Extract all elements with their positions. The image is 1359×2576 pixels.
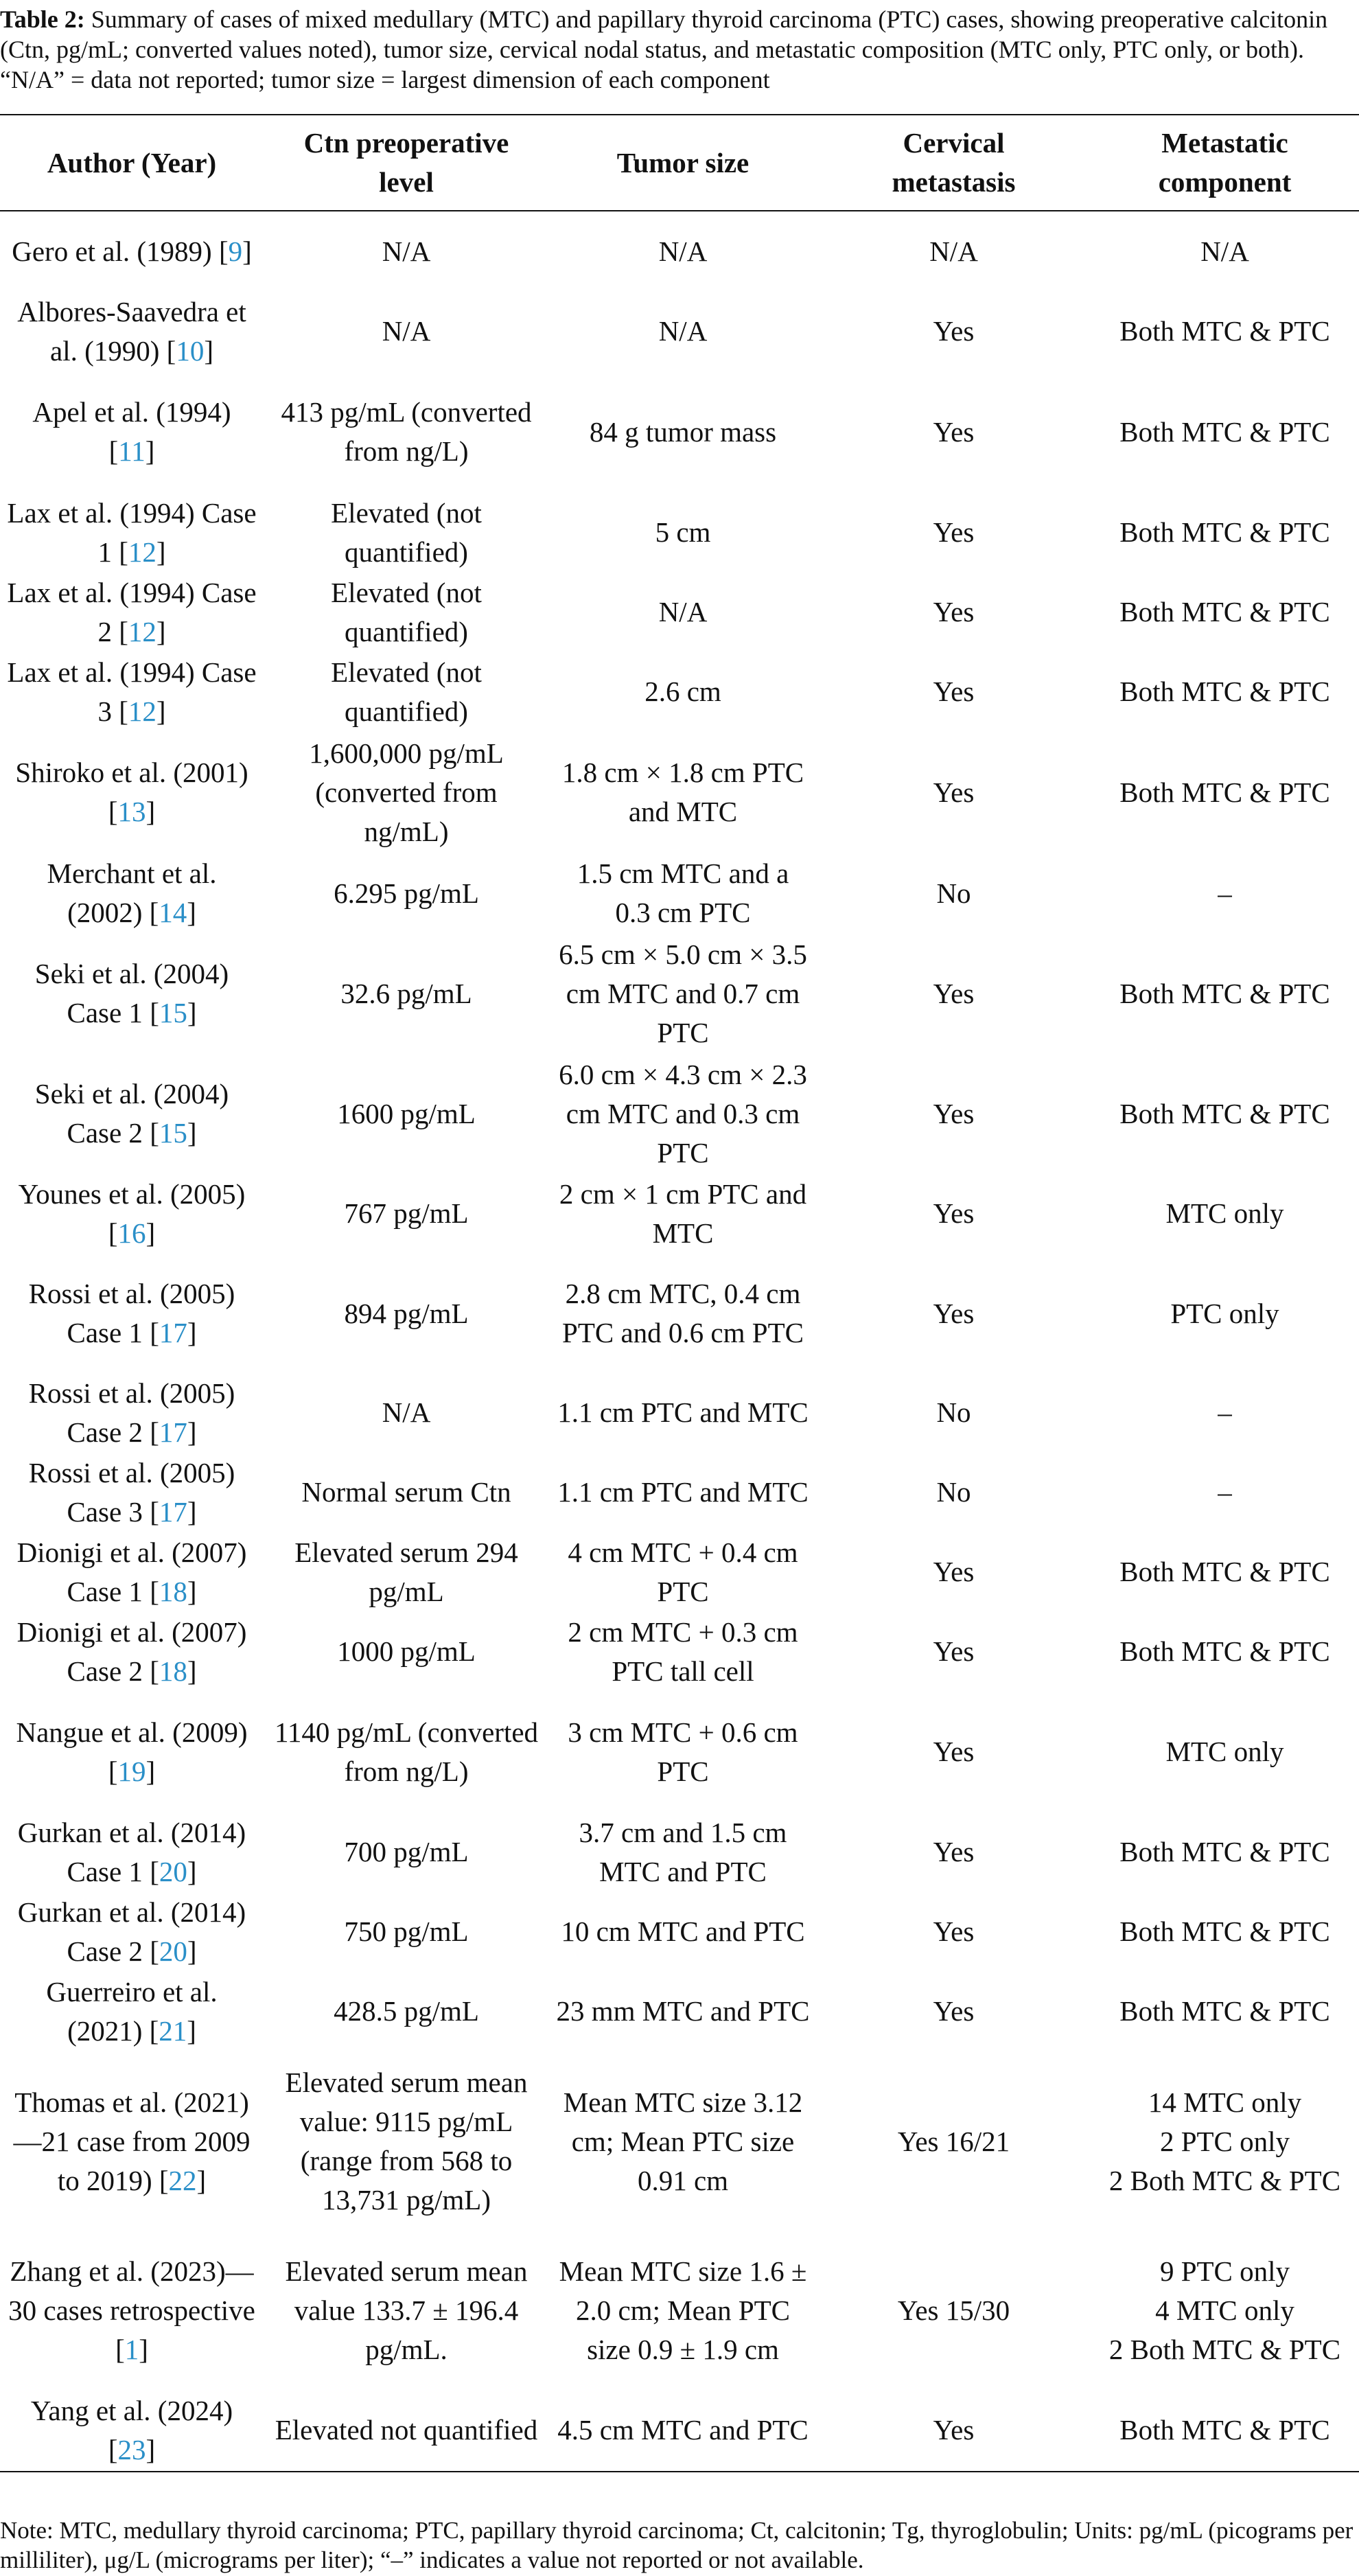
cell-ctn-level: Elevated serum 294 pg/mL: [294, 1536, 518, 1607]
table-row: [0, 211, 1359, 292]
table-row: [0, 652, 1359, 731]
cell-cervical-metastasis: Yes: [933, 596, 975, 628]
cell-tumor-size: Mean MTC size 1.6 ± 2.0 cm; Mean PTC size 0.9 ± 1.9 cm: [559, 2255, 807, 2365]
cell-author: Younes et al. (2005) [16]: [18, 1177, 246, 1249]
table-row: [0, 1892, 1359, 1971]
cell-metastatic-component: PTC only: [1170, 1297, 1279, 1329]
reference-link[interactable]: 12: [128, 536, 156, 568]
cell-cervical-metastasis: N/A: [929, 235, 978, 267]
cell-cervical-metastasis: No: [936, 877, 971, 909]
cell-tumor-size: 1.5 cm MTC and a 0.3 cm PTC: [577, 858, 789, 928]
cell-author: Nangue et al. (2009) [19]: [16, 1716, 248, 1787]
cell-metastatic-component: Both MTC & PTC: [1119, 1556, 1330, 1587]
reference-link[interactable]: 1: [124, 2333, 139, 2365]
table-row: [0, 1532, 1359, 1611]
cell-cervical-metastasis: Yes 16/21: [897, 2125, 1010, 2157]
cell-tumor-size: 3.7 cm and 1.5 cm MTC and PTC: [579, 1816, 787, 1887]
author-text: Guerreiro et al. (2021): [46, 1975, 218, 2047]
reference-link[interactable]: 13: [117, 796, 146, 827]
table-row: [0, 1611, 1359, 1692]
reference-link[interactable]: 23: [117, 2433, 146, 2465]
table-row: [0, 1173, 1359, 1254]
reference-link[interactable]: 16: [117, 1217, 146, 1249]
cell-cervical-metastasis: Yes: [933, 315, 975, 347]
reference-link[interactable]: 18: [159, 1575, 187, 1607]
author-text: Yang et al. (2024): [30, 2394, 233, 2426]
cell-cervical-metastasis: Yes: [933, 1995, 975, 2027]
cell-cervical-metastasis: Yes: [933, 1916, 975, 1947]
cell-cervical-metastasis: Yes: [933, 1097, 975, 1129]
cell-metastatic-component: Both MTC & PTC: [1119, 315, 1330, 347]
reference-link[interactable]: 12: [128, 695, 156, 727]
author-text: Rossi et al. (2005) Case 3: [28, 1456, 235, 1528]
cell-author: Gero et al. (1989) [9]: [12, 235, 252, 267]
table-row: [0, 853, 1359, 933]
cell-author: Rossi et al. (2005) Case 3 [17]: [28, 1456, 235, 1528]
cell-author: Lax et al. (1994) Case 2 [12]: [7, 576, 257, 647]
cell-author: Apel et al. (1994) [11]: [32, 396, 231, 467]
table-row: [0, 2231, 1359, 2389]
table-row: [0, 2051, 1359, 2231]
cell-author: Thomas et al. (2021)—21 case from 2009 to 2019) [22]: [13, 2086, 251, 2196]
cell-tumor-size: 2.8 cm MTC, 0.4 cm PTC and 0.6 cm PTC: [562, 1278, 804, 1348]
cell-author: Yang et al. (2024) [23]: [0, 2389, 264, 2472]
cell-tumor-size: 6.0 cm × 4.3 cm × 2.3 cm MTC and 0.3 cm PTC: [559, 1058, 807, 1169]
cell-ctn-level: Elevated serum mean value 133.7 ± 196.4 pg/mL.: [285, 2255, 528, 2365]
cell-author: Seki et al. (2004) Case 1 [15]: [34, 958, 229, 1028]
reference-link[interactable]: 20: [159, 1855, 187, 1887]
reference-link[interactable]: 11: [118, 435, 146, 467]
author-text: Zhang et al. (2023)—30 cases retrospective: [8, 2255, 255, 2326]
cell-ctn-level: 894 pg/mL: [344, 1297, 469, 1329]
reference-link[interactable]: 15: [159, 997, 187, 1028]
cell-tumor-size: 4.5 cm MTC and PTC: [549, 2389, 817, 2472]
cell-metastatic-component: –: [1218, 1476, 1232, 1508]
author-text: Albores-Saavedra et al. (1990): [17, 295, 246, 367]
caption-label: Table 2:: [0, 5, 85, 33]
cell-cervical-metastasis: Yes: [933, 1836, 975, 1867]
table-caption: [0, 4, 1359, 95]
table-row: [0, 493, 1359, 572]
cell-author: Albores-Saavedra et al. (1990) [10]: [17, 295, 246, 367]
cell-metastatic-component: MTC only: [1165, 1736, 1284, 1767]
table-row: [0, 1971, 1359, 2051]
author-text: Apel et al. (1994): [32, 396, 231, 428]
author-text: Shiroko et al. (2001): [15, 757, 248, 788]
table-note: Note: MTC, medullary thyroid carcinoma; PTC, papillary thyroid carcinoma; Ct, calcitonin; Tg, thyroglobulin; Units: pg/mL (picograms per milliliter), μg/L (micrograms per liter); “–” indicates a value not reported or not available.: [0, 2517, 1354, 2573]
col-header-ctn: Ctn preoperative level: [264, 115, 549, 211]
col-header-author: Author (Year): [0, 115, 264, 211]
author-text: Nangue et al. (2009): [16, 1716, 248, 1748]
author-text: Younes et al. (2005): [18, 1177, 246, 1210]
cell-ctn-level: Elevated (not quantified): [331, 656, 482, 727]
author-text: Lax et al. (1994) Case 1: [7, 496, 257, 568]
reference-link[interactable]: 10: [176, 334, 205, 367]
author-text: Gero et al. (1989): [12, 235, 212, 267]
table-row: [0, 1692, 1359, 1812]
cell-author: Lax et al. (1994) Case 3 [12]: [7, 656, 257, 727]
cell-ctn-level: Normal serum Ctn: [301, 1476, 511, 1508]
table-row: [0, 292, 1359, 371]
cell-cervical-metastasis: Yes: [933, 1736, 975, 1767]
author-text: Merchant et al. (2002): [47, 858, 217, 928]
reference-link[interactable]: 17: [159, 1495, 187, 1528]
cell-metastatic-component: Both MTC & PTC: [1119, 516, 1330, 548]
author-text: Seki et al. (2004) Case 1: [34, 958, 229, 1028]
col-header-component: Metastatic component: [1091, 115, 1359, 211]
cell-tumor-size: 5 cm: [655, 516, 711, 548]
cell-author: Seki et al. (2004) Case 2 [15]: [34, 1078, 229, 1149]
cell-tumor-size: N/A: [658, 596, 708, 628]
cell-author: Rossi et al. (2005) Case 1 [17]: [28, 1278, 235, 1348]
reference-link[interactable]: 21: [159, 2014, 187, 2047]
cell-metastatic-component: 14 MTC only 2 PTC only 2 Both MTC & PTC: [1108, 2086, 1341, 2196]
cell-author: Gurkan et al. (2014) Case 2 [20]: [17, 1896, 246, 1967]
table-row: [0, 1373, 1359, 1452]
table-row: [0, 371, 1359, 493]
table-row: [0, 731, 1359, 853]
cell-cervical-metastasis: Yes: [933, 1297, 975, 1329]
author-text: Seki et al. (2004) Case 2: [34, 1078, 229, 1149]
cell-metastatic-component: Both MTC & PTC: [1119, 1097, 1330, 1129]
cell-tumor-size: 84 g tumor mass: [589, 415, 777, 448]
cell-metastatic-component: –: [1218, 1396, 1232, 1428]
reference-link[interactable]: 19: [117, 1755, 146, 1787]
cell-ctn-level: 32.6 pg/mL: [340, 977, 472, 1009]
col-header-cervical: Cervical metastasis: [817, 115, 1091, 211]
reference-link[interactable]: 15: [159, 1117, 187, 1149]
cell-cervical-metastasis: Yes: [933, 516, 975, 548]
cell-tumor-size: 2 cm × 1 cm PTC and MTC: [559, 1177, 807, 1249]
cell-tumor-size: 2.6 cm: [644, 676, 721, 707]
cell-cervical-metastasis: Yes 15/30: [897, 2294, 1010, 2326]
cell-ctn-level: Elevated not quantified: [264, 2389, 549, 2472]
reference-link[interactable]: 20: [159, 1935, 187, 1967]
cell-metastatic-component: Both MTC & PTC: [1119, 977, 1330, 1009]
cell-cervical-metastasis: Yes: [933, 676, 975, 707]
cell-metastatic-component: Both MTC & PTC: [1119, 1836, 1330, 1867]
cell-ctn-level: Elevated (not quantified): [331, 576, 482, 647]
reference-link[interactable]: 17: [159, 1416, 187, 1448]
cell-ctn-level: Elevated serum mean value: 9115 pg/mL (range from 568 to 13,731 pg/mL): [285, 2067, 528, 2216]
table-row: [0, 572, 1359, 652]
cell-ctn-level: 767 pg/mL: [344, 1197, 469, 1229]
cell-ctn-level: N/A: [382, 1396, 431, 1428]
author-text: Thomas et al. (2021)—21 case from 2009 to 2019): [13, 2086, 251, 2196]
reference-link[interactable]: 12: [128, 615, 156, 647]
cell-ctn-level: 1,600,000 pg/mL (converted from ng/mL): [309, 737, 504, 847]
cell-ctn-level: 428.5 pg/mL: [334, 1995, 479, 2027]
author-text: Rossi et al. (2005) Case 2: [28, 1377, 235, 1448]
author-text: Dionigi et al. (2007) Case 2: [16, 1615, 247, 1687]
cell-ctn-level: 413 pg/mL (converted from ng/L): [281, 396, 532, 467]
cell-cervical-metastasis: Yes: [933, 977, 975, 1009]
cell-metastatic-component: Both MTC & PTC: [1119, 1995, 1330, 2027]
cell-ctn-level: 1140 pg/mL (converted from ng/L): [274, 1716, 539, 1787]
table-row: [0, 2389, 1359, 2472]
cell-tumor-size: 3 cm MTC + 0.6 cm PTC: [568, 1716, 798, 1787]
cell-tumor-size: 1.1 cm PTC and MTC: [557, 1396, 809, 1428]
author-text: Dionigi et al. (2007) Case 1: [16, 1536, 247, 1607]
table-row: [0, 1054, 1359, 1173]
cell-author: Rossi et al. (2005) Case 2 [17]: [28, 1377, 235, 1448]
reference-link[interactable]: 18: [159, 1655, 187, 1687]
cell-cervical-metastasis: Yes: [817, 2389, 1091, 2472]
cell-author: Guerreiro et al. (2021) [21]: [46, 1975, 218, 2047]
cell-metastatic-component: Both MTC & PTC: [1119, 1916, 1330, 1947]
cell-metastatic-component: Both MTC & PTC: [1119, 776, 1330, 808]
cell-ctn-level: 1600 pg/mL: [337, 1097, 476, 1129]
cell-metastatic-component: –: [1218, 877, 1232, 909]
cell-tumor-size: 23 mm MTC and PTC: [556, 1995, 810, 2027]
cell-cervical-metastasis: Yes: [933, 1635, 975, 1667]
cell-author: Shiroko et al. (2001) [13]: [15, 757, 248, 827]
cell-ctn-level: 1000 pg/mL: [337, 1635, 476, 1667]
cell-metastatic-component: Both MTC & PTC: [1119, 415, 1330, 448]
cell-tumor-size: N/A: [658, 235, 708, 267]
caption-text: Summary of cases of mixed medullary (MTC) and papillary thyroid carcinoma (PTC) cases, showing preoperative calcitonin (Ctn, pg/mL; converted values noted), tumor size, cervical nodal status, and metastatic composition (MTC only, PTC only, or both). “N/A” = data not reported; tumor size = largest dimension of each component: [0, 5, 1328, 93]
summary-table: [0, 114, 1359, 2472]
table-header-row: [0, 115, 1359, 211]
cell-ctn-level: Elevated (not quantified): [331, 496, 482, 568]
cell-metastatic-component: Both MTC & PTC: [1119, 676, 1330, 707]
cell-cervical-metastasis: No: [936, 1396, 971, 1428]
cell-author: Lax et al. (1994) Case 1 [12]: [7, 496, 257, 568]
cell-metastatic-component: Both MTC & PTC: [1119, 1635, 1330, 1667]
table-row: [0, 1254, 1359, 1373]
cell-ctn-level: 6.295 pg/mL: [334, 877, 479, 909]
cell-metastatic-component: Both MTC & PTC: [1091, 2389, 1359, 2472]
cell-metastatic-component: MTC only: [1165, 1197, 1284, 1229]
cell-metastatic-component: N/A: [1200, 235, 1249, 267]
cell-metastatic-component: 9 PTC only 4 MTC only 2 Both MTC & PTC: [1108, 2255, 1341, 2365]
table-row: [0, 933, 1359, 1054]
table-body: [0, 211, 1359, 2472]
cell-tumor-size: Mean MTC size 3.12 cm; Mean PTC size 0.91 cm: [563, 2086, 803, 2196]
author-text: Gurkan et al. (2014) Case 2: [17, 1896, 246, 1967]
col-header-tumor-size: Tumor size: [549, 115, 817, 211]
author-text: Lax et al. (1994) Case 2: [7, 576, 257, 647]
reference-link[interactable]: 17: [159, 1317, 187, 1348]
cell-ctn-level: 750 pg/mL: [344, 1916, 469, 1947]
cell-ctn-level: 700 pg/mL: [344, 1836, 469, 1867]
cell-ctn-level: N/A: [382, 315, 431, 347]
table-row: [0, 1812, 1359, 1892]
cell-tumor-size: 1.1 cm PTC and MTC: [557, 1476, 809, 1508]
author-text: Lax et al. (1994) Case 3: [7, 656, 257, 727]
cell-author: Gurkan et al. (2014) Case 1 [20]: [17, 1816, 246, 1887]
reference-link[interactable]: 14: [159, 897, 187, 928]
cell-tumor-size: 1.8 cm × 1.8 cm PTC and MTC: [561, 757, 804, 827]
cell-cervical-metastasis: Yes: [933, 1556, 975, 1587]
cell-metastatic-component: Both MTC & PTC: [1119, 596, 1330, 628]
cell-cervical-metastasis: No: [936, 1476, 971, 1508]
table-row: [0, 1452, 1359, 1532]
cell-author: Merchant et al. (2002) [14]: [47, 858, 217, 928]
cell-author: Dionigi et al. (2007) Case 1 [18]: [16, 1536, 247, 1607]
cell-author: Dionigi et al. (2007) Case 2 [18]: [16, 1615, 247, 1687]
cell-author: Zhang et al. (2023)—30 cases retrospective [1]: [8, 2255, 255, 2365]
author-text: Gurkan et al. (2014) Case 1: [17, 1816, 246, 1887]
cell-tumor-size: 2 cm MTC + 0.3 cm PTC tall cell: [568, 1615, 798, 1687]
cell-tumor-size: 6.5 cm × 5.0 cm × 3.5 cm MTC and 0.7 cm PTC: [559, 938, 807, 1048]
cell-cervical-metastasis: Yes: [933, 776, 975, 808]
reference-link[interactable]: 9: [228, 235, 243, 267]
cell-tumor-size: N/A: [658, 315, 708, 347]
reference-link[interactable]: 22: [168, 2164, 197, 2196]
cell-tumor-size: 10 cm MTC and PTC: [561, 1916, 805, 1947]
cell-cervical-metastasis: Yes: [933, 1197, 975, 1229]
cell-ctn-level: N/A: [382, 235, 431, 267]
cell-cervical-metastasis: Yes: [933, 415, 975, 448]
cell-tumor-size: 4 cm MTC + 0.4 cm PTC: [568, 1536, 798, 1607]
author-text: Rossi et al. (2005) Case 1: [28, 1278, 235, 1348]
